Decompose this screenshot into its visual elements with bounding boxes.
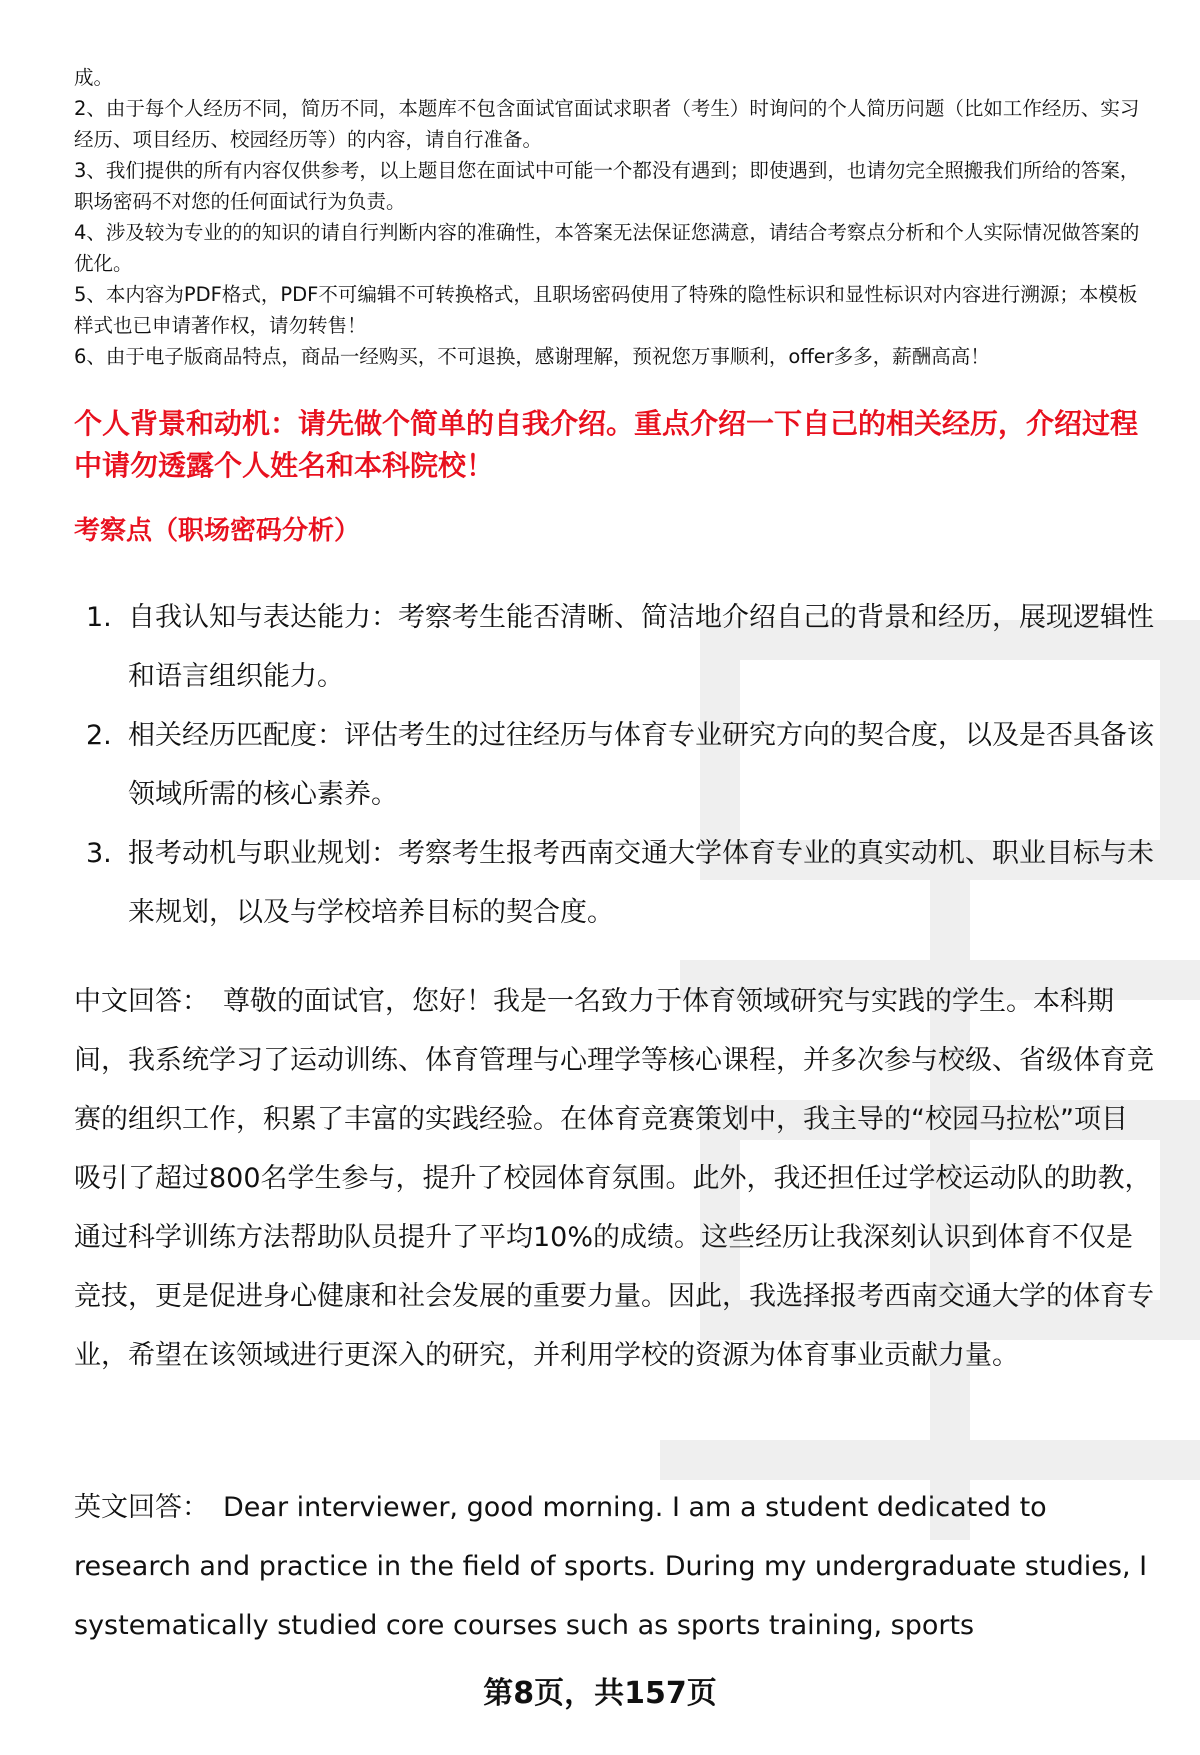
chinese-answer-label: 中文回答： <box>74 986 209 1017</box>
note-line: 成。 <box>74 66 114 89</box>
analysis-point <box>74 824 1154 942</box>
chinese-answer <box>74 972 1154 1385</box>
english-answer <box>74 1478 1154 1655</box>
analysis-point <box>74 588 1154 706</box>
disclaimer-notes <box>74 62 1154 372</box>
page-number-footer: 第8页，共157页 <box>483 1676 717 1711</box>
question-heading: 个人背景和动机：请先做个简单的自我介绍。重点介绍一下自己的相关经历，介绍过程中请勿透露个人姓名和本科院校！ <box>74 407 1139 482</box>
point-number: 2. <box>86 720 112 751</box>
english-answer-label: 英文回答： <box>74 1492 209 1523</box>
point-text: 报考动机与职业规划：考察考生报考西南交通大学体育专业的真实动机、职业目标与未来规划，以及与学校培养目标的契合度。 <box>128 838 1154 928</box>
english-answer-text: Dear interviewer, good morning. I am a student dedicated to research and practice in the field of sports. During my undergraduate studies, I systematically studied core courses such as sports training, sports <box>74 1492 1148 1641</box>
note-line: 4、涉及较为专业的的知识的请自行判断内容的准确性，本答案无法保证您满意，请结合考察点分析和个人实际情况做答案的优化。 <box>74 221 1140 275</box>
note-line: 5、本内容为PDF格式，PDF不可编辑不可转换格式，且职场密码使用了特殊的隐性标识和显性标识对内容进行溯源；本模板样式也已申请著作权，请勿转售！ <box>74 283 1138 337</box>
analysis-points-list <box>74 588 1154 942</box>
point-text: 自我认知与表达能力：考察考生能否清晰、简洁地介绍自己的背景和经历，展现逻辑性和语言组织能力。 <box>128 602 1154 692</box>
chinese-answer-text: 尊敬的面试官，您好！我是一名致力于体育领域研究与实践的学生。本科期间，我系统学习了运动训练、体育管理与心理学等核心课程，并多次参与校级、省级体育竞赛的组织工作，积累了丰富的实践经验。在体育竞赛策划中，我主导的“校园马拉松”项目吸引了超过800名学生参与，提升了校园体育氛围。此外，我还担任过学校运动队的助教，通过科学训练方法帮助队员提升了平均10%的成绩。这些经历让我深刻认识到体育不仅是竞技，更是促进身心健康和社会发展的重要力量。因此，我选择报考西南交通大学的体育专业，希望在该领域进行更深入的研究，并利用学校的资源为体育事业贡献力量。 <box>74 986 1154 1371</box>
point-text: 相关经历匹配度：评估考生的过往经历与体育专业研究方向的契合度，以及是否具备该领域所需的核心素养。 <box>128 720 1154 810</box>
point-number: 3. <box>86 838 112 869</box>
analysis-point <box>74 706 1154 824</box>
note-line: 6、由于电子版商品特点，商品一经购买，不可退换，感谢理解，预祝您万事顺利，offer多多，薪酬高高！ <box>74 345 990 368</box>
note-line: 2、由于每个人经历不同，简历不同，本题库不包含面试官面试求职者（考生）时询问的个人简历问题（比如工作经历、实习经历、项目经历、校园经历等）的内容，请自行准备。 <box>74 97 1140 151</box>
point-number: 1. <box>86 602 112 633</box>
analysis-title: 考察点（职场密码分析） <box>74 516 361 546</box>
note-line: 3、我们提供的所有内容仅供参考，以上题目您在面试中可能一个都没有遇到；即使遇到，也请勿完全照搬我们所给的答案，职场密码不对您的任何面试行为负责。 <box>74 159 1140 213</box>
